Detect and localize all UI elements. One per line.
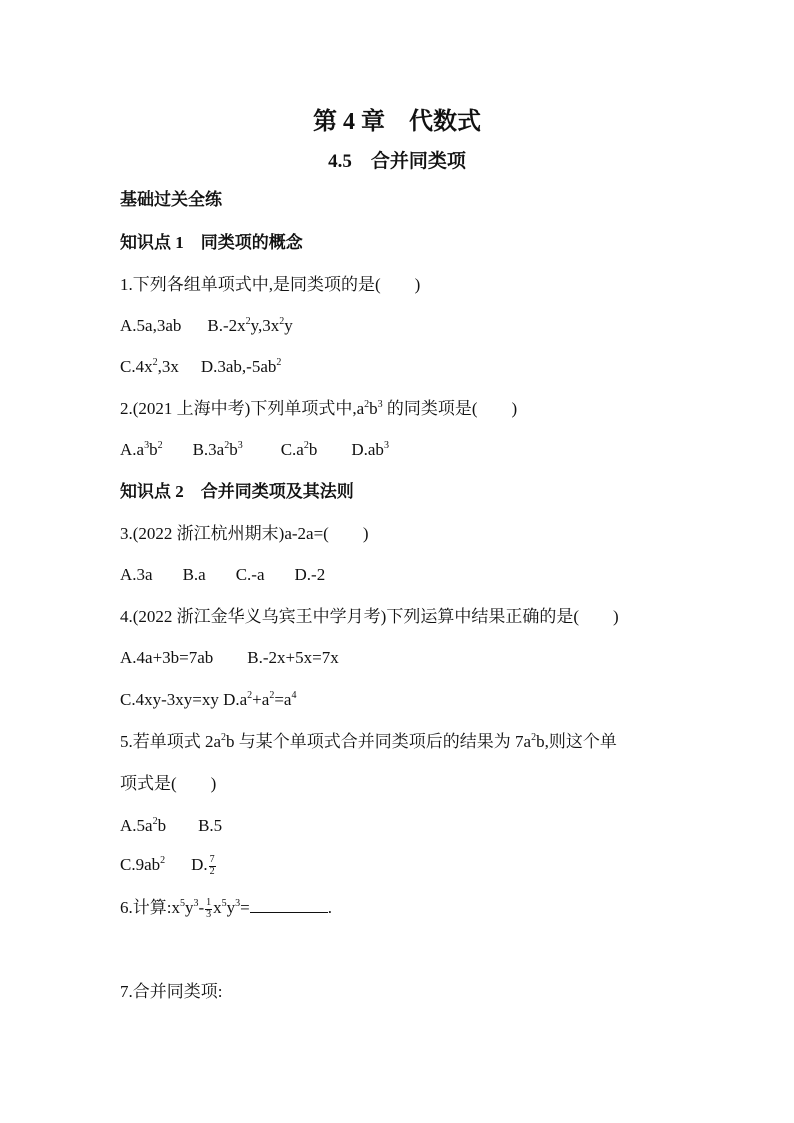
question-4-stem: 4.(2022 浙江金华义乌宾王中学月考)下列运算中结果正确的是( ) — [120, 607, 619, 626]
question-5-options-cd — [120, 855, 217, 877]
q1-option-b: $B.-2x^2y,3x^2y$ — [207, 316, 293, 335]
question-3-stem: 3.(2022 浙江杭州期末)a-2a=( ) — [120, 524, 369, 543]
question-1-options-cd — [120, 357, 281, 377]
knowledge-point-1-heading: 知识点 1 同类项的概念 — [120, 233, 303, 252]
q3-option-a: A.3a — [120, 565, 153, 584]
section-title: 4.5 合并同类项 — [328, 151, 466, 172]
question-5-options-ab — [120, 816, 222, 836]
q1-option-d: $D.3ab,-5ab^2$ — [200, 357, 282, 376]
q5-option-d-fraction: $\frac{7}{2}$ — [209, 854, 215, 877]
q2-option-c: $C.a^2b$ — [280, 440, 318, 459]
q2-option-a: $A.a^3b^2$ — [120, 440, 163, 459]
question-2-stem: 2.(2021 上海中考)下列单项式中$,a^2b^3$ 的同类项是( ) — [120, 399, 518, 418]
question-2-options — [120, 440, 389, 460]
q4-option-b: B.-2x+5x=7x — [247, 648, 339, 667]
q1-option-c: $C.4x^2,3x$ — [120, 357, 179, 376]
chapter-title: 第 4 章 代数式 — [313, 109, 481, 135]
q3-option-b: B.a — [182, 565, 206, 584]
q5-option-d: D. $\frac{7}{2}$ — [191, 854, 215, 877]
q2-option-d: $D.ab^3$ — [351, 440, 389, 459]
question-4-options-ab — [120, 648, 339, 668]
answer-blank[interactable] — [250, 898, 328, 913]
question-6-stem: 6.计算$:x^5y^3-$ $\frac{1}{3}$ $x^5y^3=$ . — [120, 897, 332, 920]
q5-option-c: $C.9ab^2$ — [120, 855, 166, 874]
q1-option-a: A.5a,3ab — [120, 316, 182, 335]
q3-option-c: C.-a — [235, 565, 265, 584]
question-7-stem: 7.合并同类项: — [120, 982, 223, 1001]
q2-option-b: $B.3a^2b^3$ — [192, 440, 243, 459]
question-5-stem-continued: 项式是( ) — [120, 774, 217, 793]
q5-option-a: $A.5a^2b$ — [120, 816, 167, 835]
question-1-options-ab — [120, 316, 293, 336]
q5-option-b: B.5 — [198, 816, 223, 835]
question-3-options — [120, 565, 325, 585]
question-5-stem: 5.若单项式 $2a^2b$ 与某个单项式合并同类项后的结果为 $7a^2b$,则这个单 — [120, 732, 617, 751]
q6-fraction: $\frac{1}{3}$ — [206, 897, 212, 920]
knowledge-point-2-heading: 知识点 2 合并同类项及其法则 — [120, 482, 354, 501]
question-4-options-cd: C.4xy-3xy=xy $D.a^2+a^2=a^4$ — [120, 690, 297, 709]
question-1-stem: 1.下列各组单项式中,是同类项的是( ) — [120, 275, 421, 294]
q3-option-d: D.-2 — [294, 565, 326, 584]
q4-option-a: A.4a+3b=7ab — [120, 648, 214, 667]
part-heading: 基础过关全练 — [120, 190, 222, 209]
